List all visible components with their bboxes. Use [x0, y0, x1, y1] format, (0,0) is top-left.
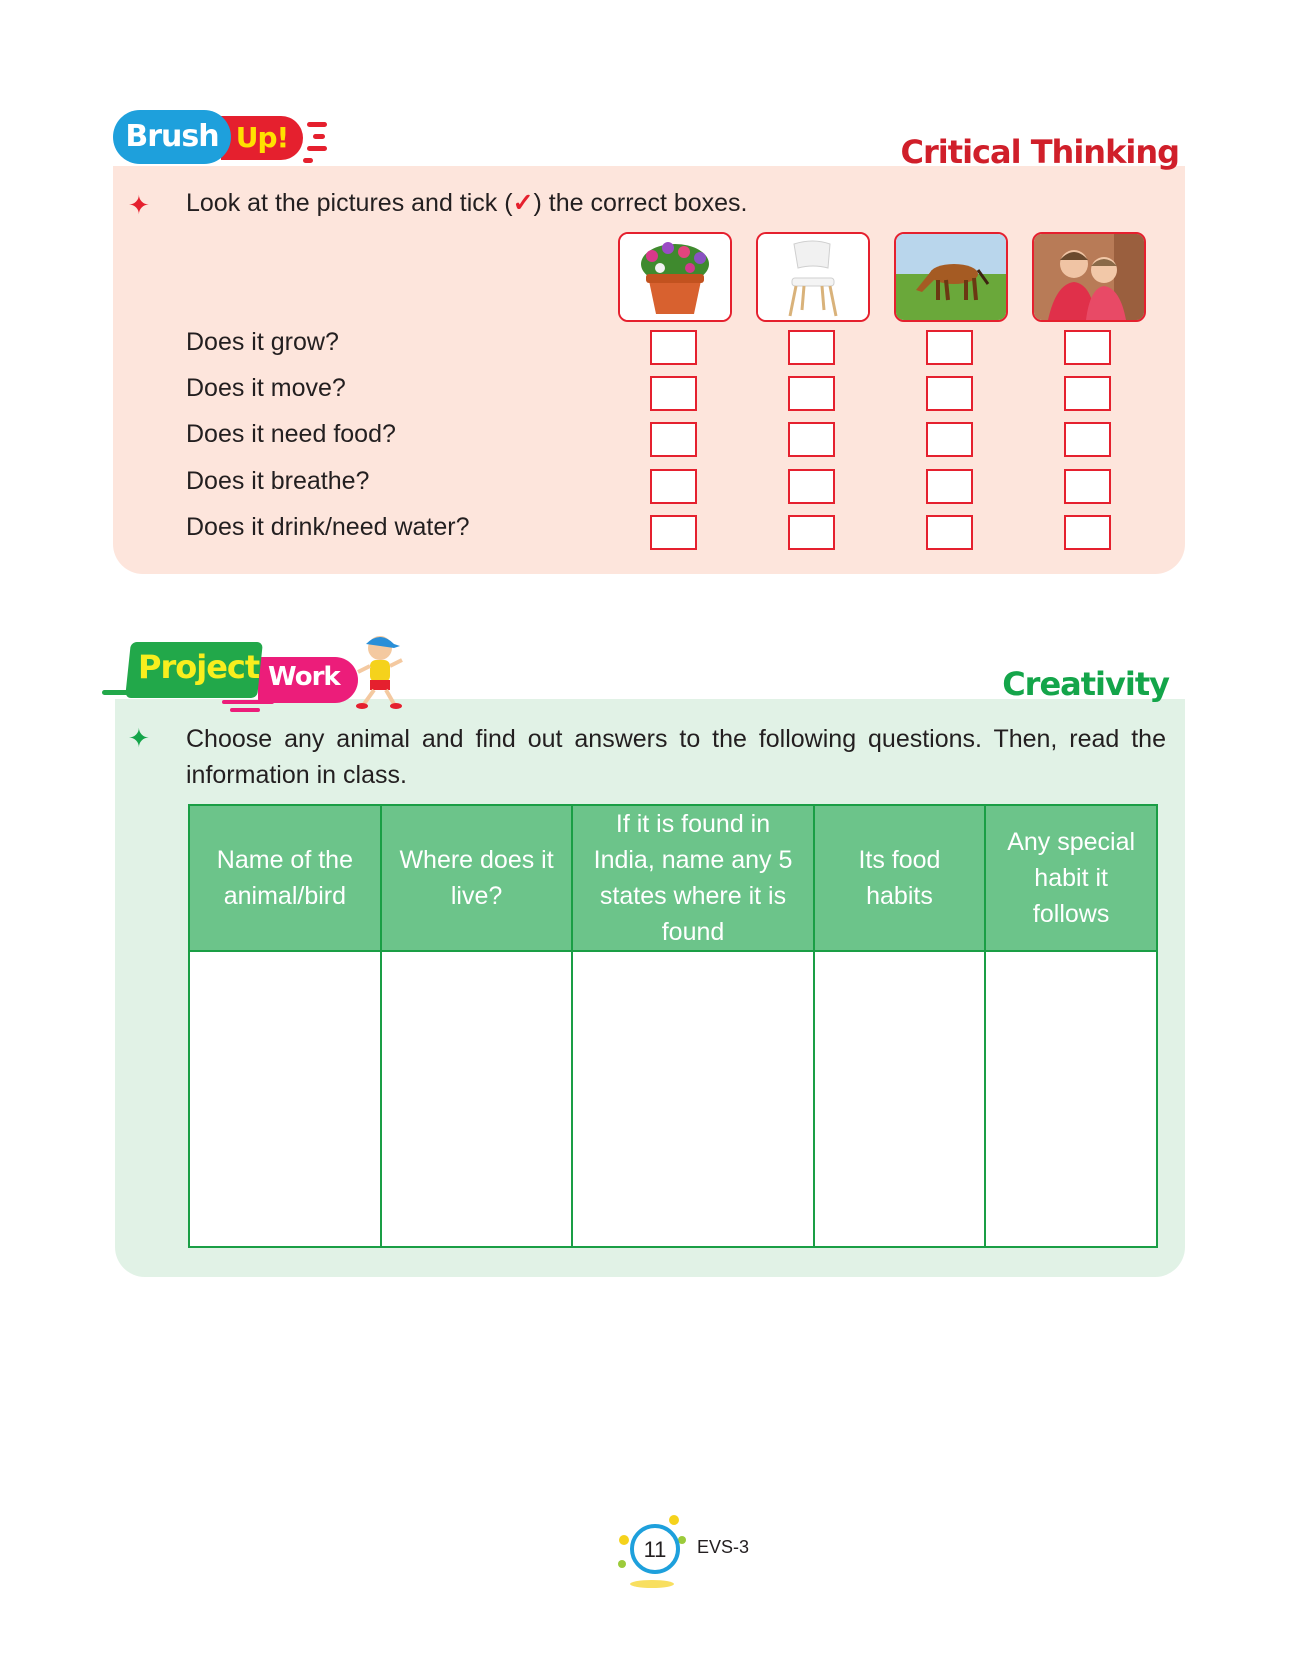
tick-icon: ✓ — [512, 189, 534, 217]
project-instruction: Choose any animal and find out answers to the following questions. Then, read the information in class. — [186, 725, 1166, 789]
brush-up-badge — [113, 108, 333, 168]
answer-cell-animal-name[interactable] — [189, 951, 381, 1247]
checkbox-water-flowerpot[interactable] — [650, 515, 697, 550]
checkbox-water-boys[interactable] — [1064, 515, 1111, 550]
checkbox-breathe-boys[interactable] — [1064, 469, 1111, 504]
checkbox-move-flowerpot[interactable] — [650, 376, 697, 411]
checkbox-move-chair[interactable] — [788, 376, 835, 411]
brush-dash-icon — [307, 122, 327, 127]
question-water: Does it drink/need water? — [186, 513, 470, 541]
checkbox-water-chair[interactable] — [788, 515, 835, 550]
brush-up-word1: Brush — [113, 110, 231, 164]
header-india-states: If it is found in India, name any 5 states where it is found — [572, 805, 813, 951]
instruction-text-pre: Look at the pictures and tick ( — [186, 189, 513, 217]
table-row — [189, 951, 1157, 1247]
book-code: EVS-3 — [697, 1537, 750, 1557]
work-dash-icon — [230, 708, 260, 712]
instruction-text-post: ) the correct boxes. — [533, 189, 748, 217]
star-bullet-icon: ✦ — [128, 723, 150, 753]
checkbox-food-horse[interactable] — [926, 422, 973, 457]
chair-picture — [756, 232, 870, 322]
answer-cell-india-states[interactable] — [572, 951, 813, 1247]
checkbox-grow-horse[interactable] — [926, 330, 973, 365]
checkbox-move-horse[interactable] — [926, 376, 973, 411]
checkbox-water-horse[interactable] — [926, 515, 973, 550]
answer-cell-where-live[interactable] — [381, 951, 573, 1247]
animal-info-table — [188, 804, 1158, 1248]
answer-cell-special-habit[interactable] — [985, 951, 1157, 1247]
question-food: Does it need food? — [186, 420, 396, 448]
header-food-habits: Its food habits — [814, 805, 986, 951]
brush-dash-icon — [313, 134, 325, 139]
flower-pot-picture — [618, 232, 732, 322]
brush-dash-icon — [303, 158, 313, 163]
table-header-row — [189, 805, 1157, 951]
checkbox-breathe-horse[interactable] — [926, 469, 973, 504]
checkbox-breathe-flowerpot[interactable] — [650, 469, 697, 504]
checkbox-food-chair[interactable] — [788, 422, 835, 457]
checkbox-grow-flowerpot[interactable] — [650, 330, 697, 365]
checkbox-grow-chair[interactable] — [788, 330, 835, 365]
question-move: Does it move? — [186, 374, 346, 402]
header-animal-name: Name of the animal/bird — [189, 805, 381, 951]
work-word: Work — [268, 662, 340, 692]
checkbox-move-boys[interactable] — [1064, 376, 1111, 411]
brush-dash-icon — [307, 146, 327, 151]
running-kid-icon — [350, 632, 410, 712]
question-breathe: Does it breathe? — [186, 467, 370, 495]
brush-up-instruction — [186, 188, 748, 218]
checkbox-food-flowerpot[interactable] — [650, 422, 697, 457]
checkbox-grow-boys[interactable] — [1064, 330, 1111, 365]
boys-picture — [1032, 232, 1146, 322]
header-where-live: Where does it live? — [381, 805, 573, 951]
horse-picture — [894, 232, 1008, 322]
star-bullet-icon: ✦ — [128, 190, 150, 220]
header-special-habit: Any special habit it follows — [985, 805, 1157, 951]
checkbox-food-boys[interactable] — [1064, 422, 1111, 457]
checkbox-breathe-chair[interactable] — [788, 469, 835, 504]
project-word: Project — [138, 648, 260, 686]
answer-cell-food-habits[interactable] — [814, 951, 986, 1247]
brush-up-word2: Up! — [221, 116, 303, 160]
critical-thinking-label: Critical Thinking — [900, 133, 1179, 171]
page-number: 11 — [630, 1524, 680, 1574]
question-grow: Does it grow? — [186, 328, 339, 356]
creativity-label: Creativity — [1002, 665, 1169, 703]
